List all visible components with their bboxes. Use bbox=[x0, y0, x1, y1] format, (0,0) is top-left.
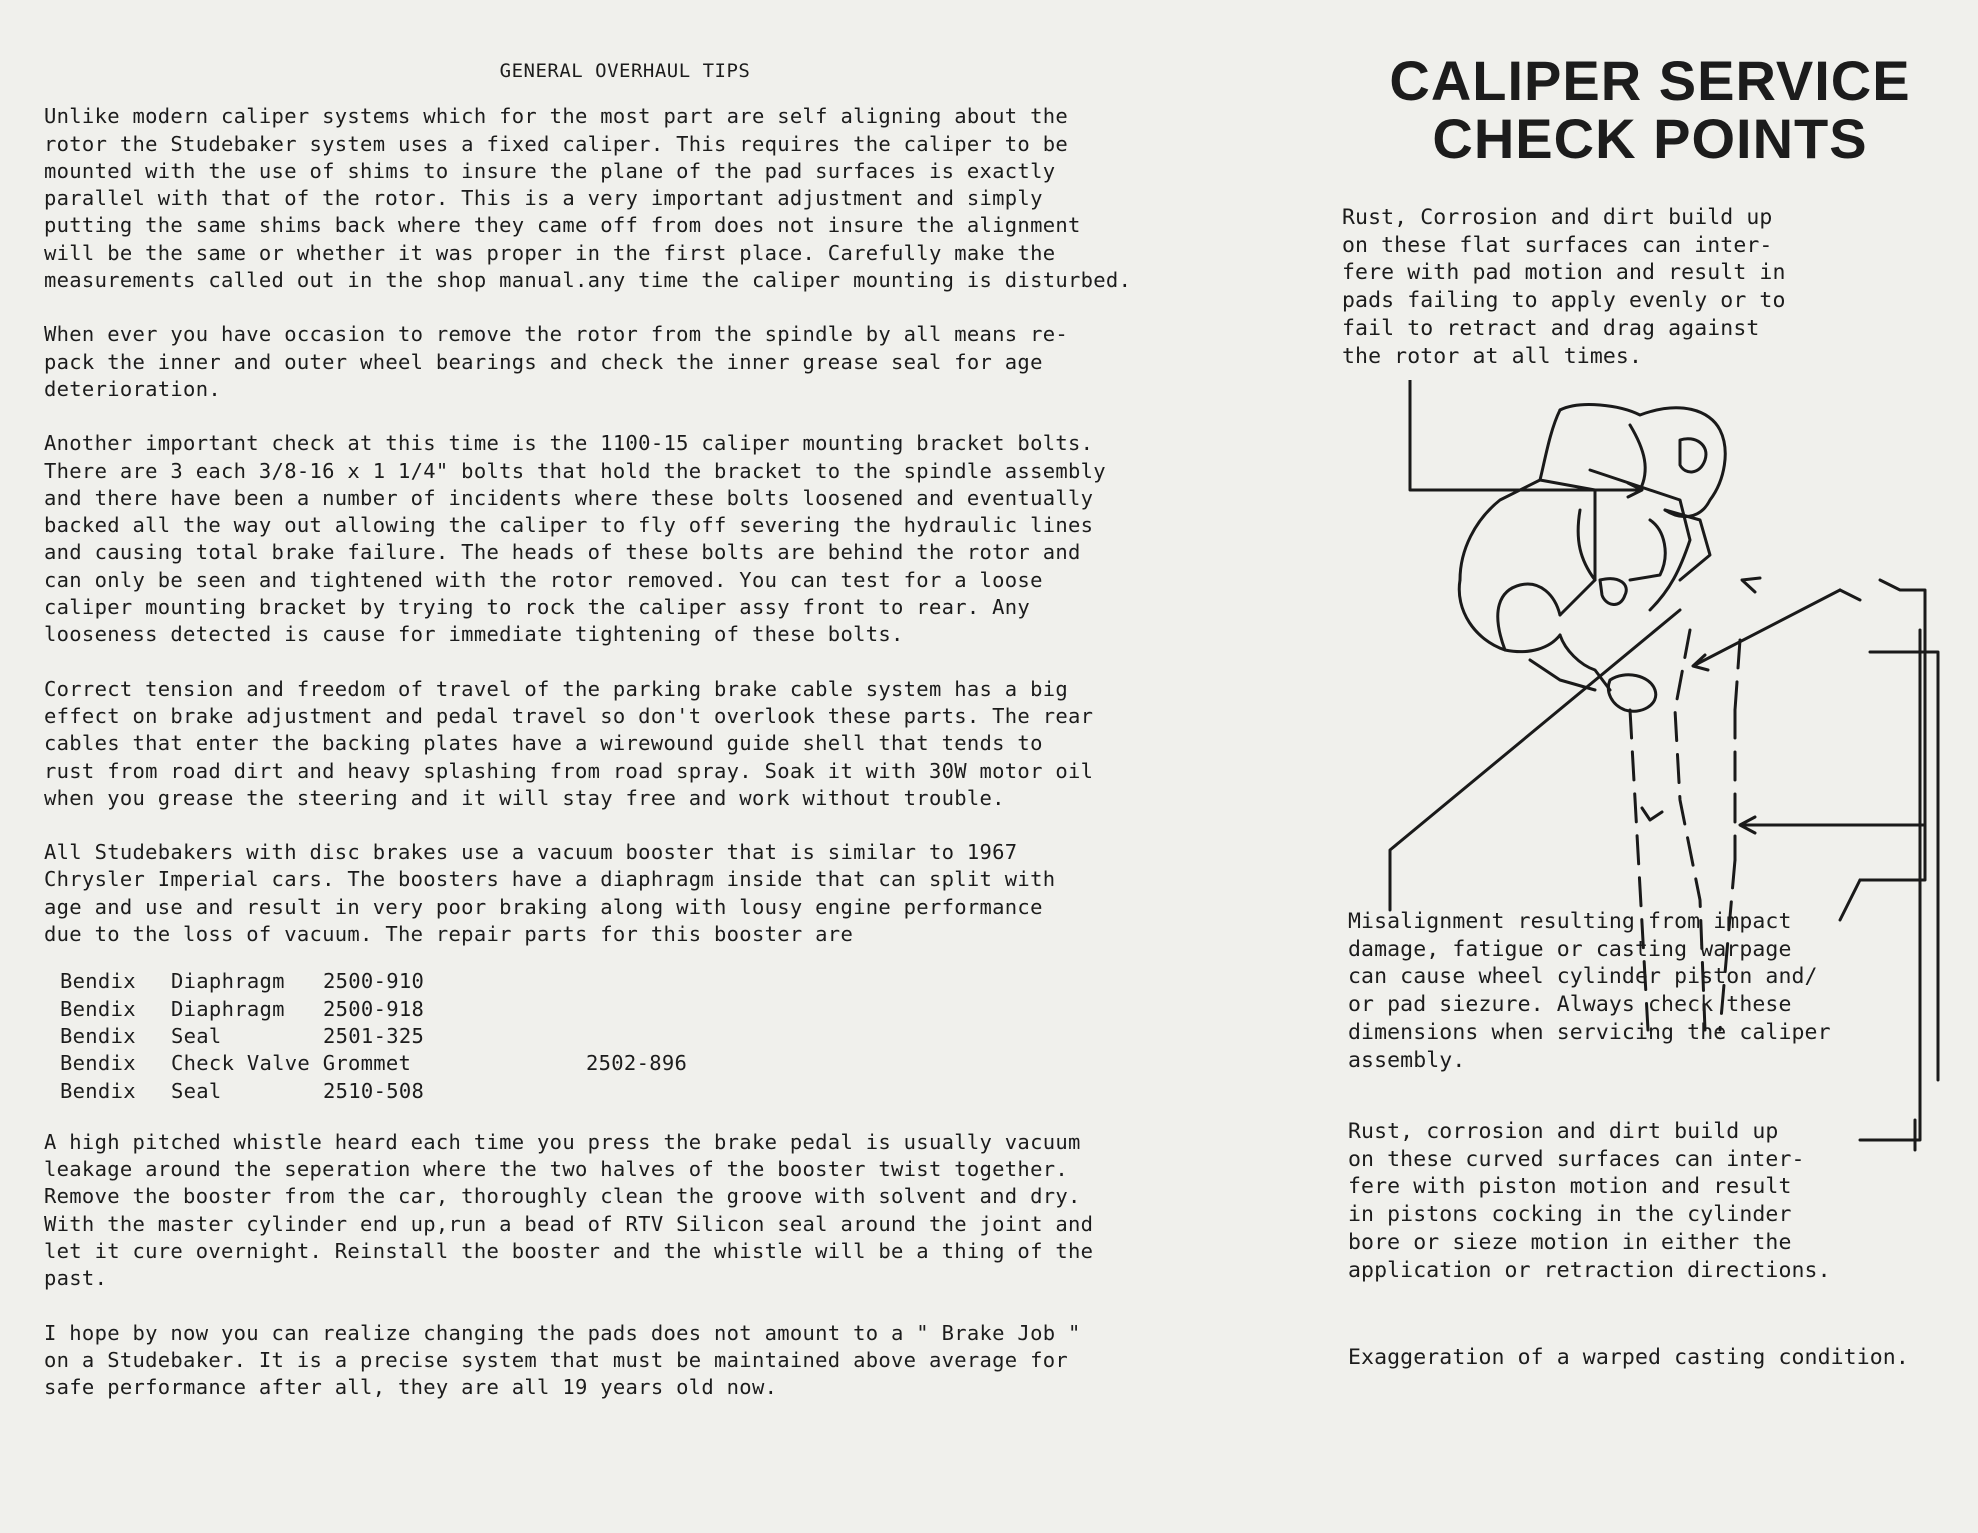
paragraph-bracket-bolts: Another important check at this time is the 1100-15 caliper mounting bracket bolts. There are 3 each 3/8-16 x 1 1/4" bolts that hold the bracket to the spindle assembly and there have been a number of incidents where these bolts loosened and eventually backed all the way out allowing the caliper to fly off severing the hydraulic lines and causing total brake failure. The heads of these bolts are behind the rotor and can only be seen and tightened with the rotor removed. You can test for a loose caliper mounting bracket by trying to rock the caliper assy front to rear. Any looseness detected is cause for immediate tightening of these bolts. bbox=[44, 431, 1106, 647]
paragraph-parking-brake: Correct tension and freedom of travel of the parking brake cable system has a big effect on brake adjustment and pedal travel so don't overlook these parts. The rear cables that enter the backing plates have a wirewound guide shell that tends to rust from road dirt and heavy splashing from road spray. Soak it with 30W motor oil when you grease the steering and it will stay free and work without trouble. bbox=[44, 676, 1094, 810]
title-line-1: CALIPER SERVICE bbox=[1389, 49, 1911, 112]
paragraph-brake-job: I hope by now you can realize changing the pads does not amount to a " Brake Job " on a Studebaker. It is a precise system that must be maintained above average for safe performance after all, they are all 19 years old now. bbox=[44, 1320, 1081, 1400]
part-brand: Bendix bbox=[60, 1023, 136, 1048]
caliper-body-sketch bbox=[1459, 405, 1725, 712]
page-title bbox=[1360, 49, 1940, 170]
part-number: 2501-325 bbox=[323, 1023, 425, 1048]
part-brand: Bendix bbox=[60, 996, 136, 1021]
part-item: Seal bbox=[171, 1023, 222, 1048]
overhaul-tips-heading: GENERAL OVERHAUL TIPS bbox=[499, 60, 751, 82]
title-line-2: CHECK POINTS bbox=[1432, 107, 1868, 170]
note-exaggeration: Exaggeration of a warped casting condition. bbox=[1348, 1345, 1909, 1370]
paragraph-booster-whistle: A high pitched whistle heard each time you press the brake pedal is usually vacuum leakage around the seperation where the two halves of the booster twist together. Remove the booster from the car, thoroughly clean the groove with solvent and dry. With the master cylinder end up,run a bead of RTV Silicon seal around the joint and let it cure overnight. Reinstall the booster and the whistle will be a thing of the past. bbox=[44, 1129, 1094, 1291]
part-brand: Bendix bbox=[60, 1078, 136, 1103]
part-item: Check Valve Grommet bbox=[171, 1051, 412, 1076]
part-row bbox=[60, 1050, 1244, 1077]
part-number: 2500-910 bbox=[323, 969, 425, 994]
note-curved-surfaces: Rust, corrosion and dirt build up on these curved surfaces can inter- fere with piston motion and result in pistons cocking in the cylinder bore or sieze motion in either the application or retraction directions. bbox=[1348, 1119, 1831, 1283]
part-item: Diaphragm bbox=[171, 996, 285, 1021]
part-brand: Bendix bbox=[60, 1051, 136, 1076]
part-item: Diaphragm bbox=[171, 969, 285, 994]
parts-list bbox=[60, 968, 1244, 1104]
part-brand: Bendix bbox=[60, 969, 136, 994]
part-row bbox=[60, 996, 1244, 1023]
part-row bbox=[60, 1023, 1244, 1050]
flat-surface-leader bbox=[1410, 380, 1642, 497]
overhaul-tips-column bbox=[44, 58, 1244, 1428]
part-item: Seal bbox=[171, 1078, 222, 1103]
note-flat-surfaces: Rust, Corrosion and dirt build up on these flat surfaces can inter- fere with pad motion and result in pads failing to apply evenly or to fail to retract and drag against the rotor at all times. bbox=[1342, 205, 1786, 369]
paragraph-vacuum-booster: All Studebakers with disc brakes use a vacuum booster that is similar to 1967 Chrysler Imperial cars. The boosters have a diaphragm inside that can split with age and use and result in very poor braking along with lousy engine performance due to the loss of vacuum. The repair parts for this booster are bbox=[44, 840, 1056, 947]
note-misalignment: Misalignment resulting from impact damage, fatigue or casting warpage can cause wheel cylinder piston and/ or pad siezure. Always check these dimensions when servicing the caliper assembly. bbox=[1348, 909, 1831, 1073]
part-number: 2500-918 bbox=[323, 996, 425, 1021]
part-row bbox=[60, 968, 1244, 995]
part-number: 2510-508 bbox=[323, 1078, 425, 1103]
misalignment-leaders bbox=[1390, 578, 1925, 920]
part-number: 2502-896 bbox=[586, 1051, 688, 1076]
part-row bbox=[60, 1078, 1244, 1105]
paragraph-wheel-bearings: When ever you have occasion to remove the rotor from the spindle by all means re- pack the inner and outer wheel bearings and check the inner grease seal for age deterioration. bbox=[44, 322, 1069, 401]
paragraph-caliper-alignment: Unlike modern caliper systems which for the most part are self aligning about the rotor the Studebaker system uses a fixed caliper. This requires the caliper to be mounted with the use of shims to insure the plane of the pad surfaces is exactly parallel with that of the rotor. This is a very important adjustment and simply putting the same shims back where they came off from does not insure the alignment will be the same or whether it was proper in the first place. Carefully make the measurements called out in the shop manual.any time the caliper mounting is disturbed. bbox=[44, 104, 1132, 293]
